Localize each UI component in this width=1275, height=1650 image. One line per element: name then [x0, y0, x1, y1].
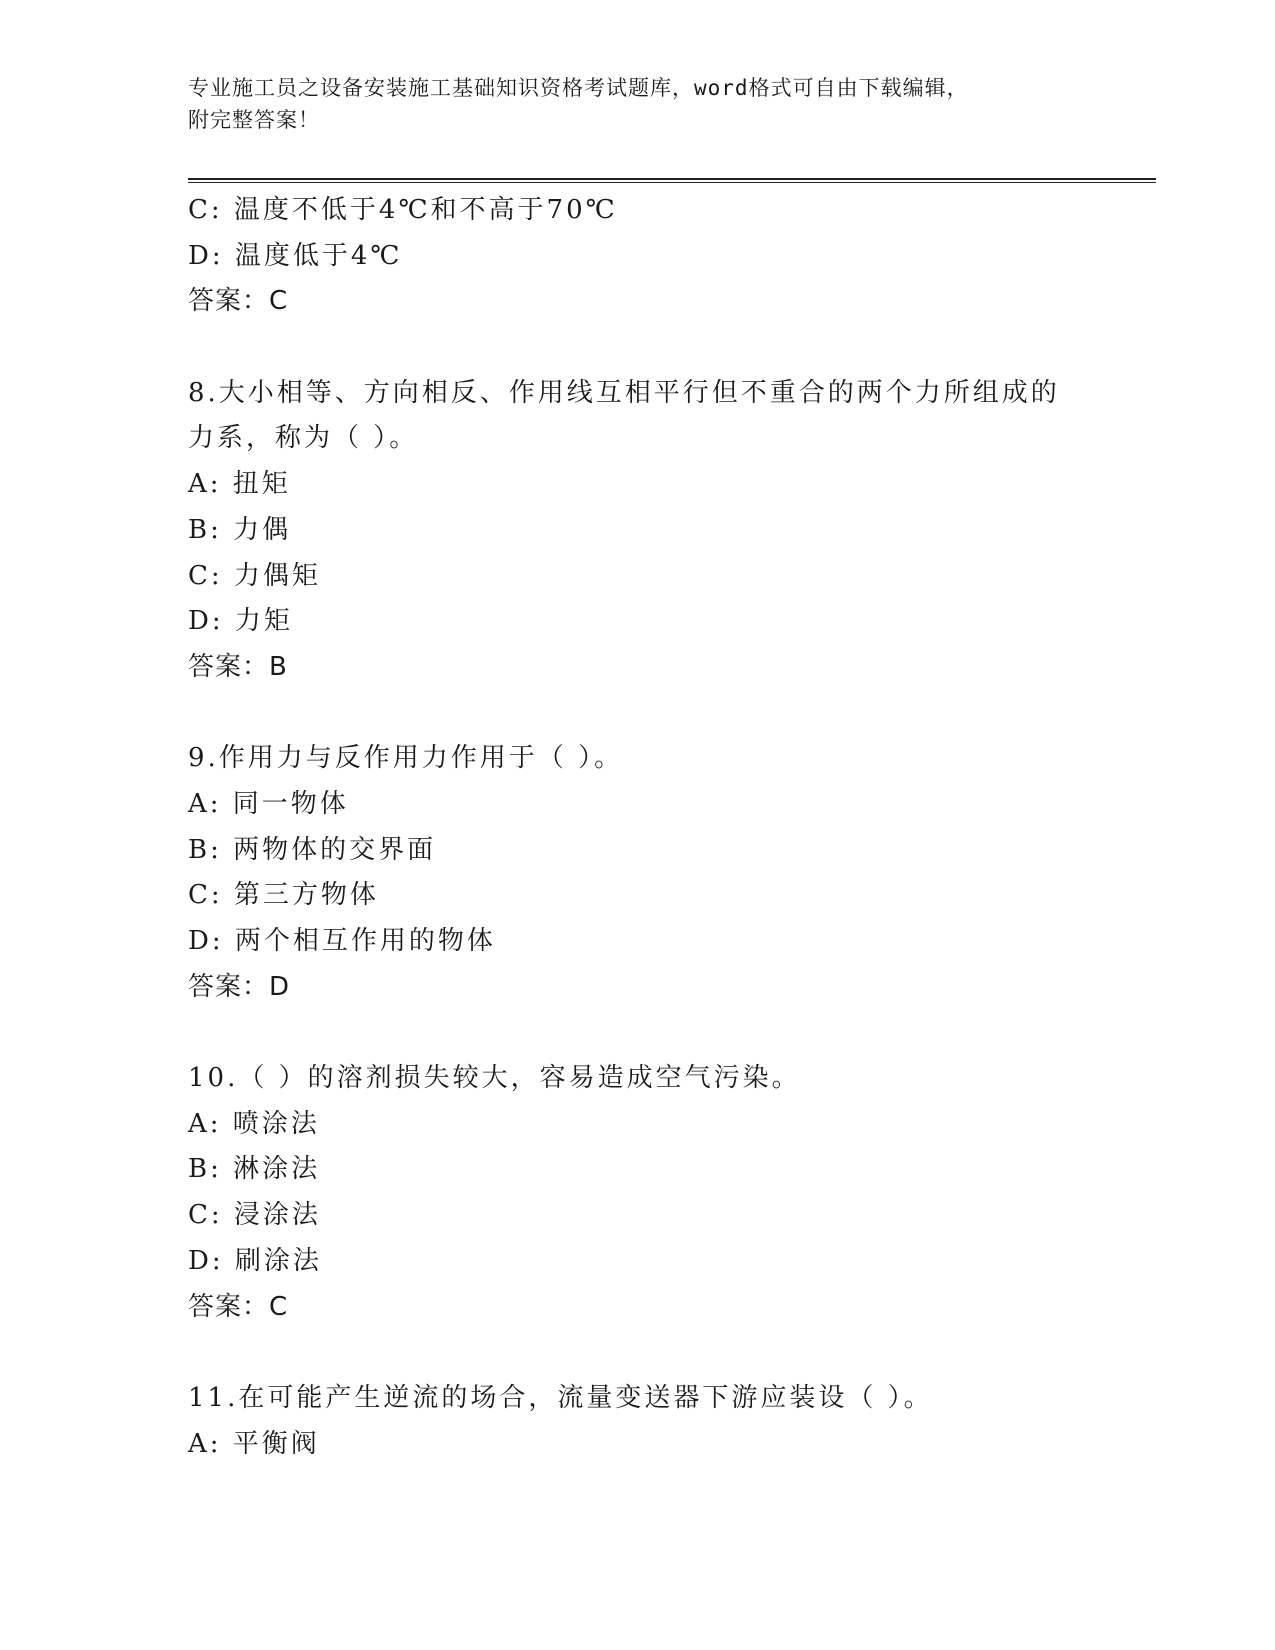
question-stem: 10.（ ）的溶剂损失较大，容易造成空气污染。: [188, 1063, 801, 1094]
question-stem: 8.大小相等、方向相反、作用线互相平行但不重合的两个力所组成的: [188, 377, 1060, 408]
option-c: C: 力偶矩: [188, 560, 321, 591]
answer-line: 答案：C: [188, 286, 289, 317]
question-7-continued: [188, 188, 1088, 325]
option-c: C: 浸涂法: [188, 1200, 321, 1231]
option-d: D: 温度低于4℃: [188, 240, 403, 271]
header-line-2: 附完整答案！: [188, 108, 320, 132]
option-b: B: 两物体的交界面: [188, 834, 437, 865]
answer-line: 答案：C: [188, 1291, 289, 1322]
option-c: C: 温度不低于4℃和不高于70℃: [188, 195, 618, 225]
option-d: D: 刷涂法: [188, 1245, 322, 1276]
question-stem-continued: 力系，称为（ ）。: [188, 423, 419, 454]
option-a: A: 喷涂法: [188, 1108, 320, 1139]
spacer: [188, 325, 1088, 371]
answer-line: 答案：B: [188, 651, 288, 682]
header-divider-thin: [188, 182, 1156, 183]
question-9: [188, 736, 1088, 1010]
spacer: [188, 1330, 1088, 1376]
option-c: C: 第三方物体: [188, 880, 379, 911]
spacer: [188, 1010, 1088, 1056]
question-list: [188, 188, 1088, 1467]
header-divider-thick: [188, 178, 1156, 180]
option-a: A: 同一物体: [188, 788, 349, 819]
option-d: D: 力矩: [188, 606, 293, 637]
answer-line: 答案：D: [188, 971, 291, 1002]
option-a: A: 平衡阀: [188, 1428, 320, 1459]
question-10: [188, 1056, 1088, 1330]
question-stem: 9.作用力与反作用力作用于（ ）。: [188, 743, 624, 774]
option-b: B: 力偶: [188, 514, 292, 545]
header-line-1: 专业施工员之设备安装施工基础知识资格考试题库，word格式可自由下载编辑，: [188, 76, 969, 100]
question-11: [188, 1376, 1088, 1467]
document-header: [188, 72, 1068, 136]
question-stem: 11.在可能产生逆流的场合，流量变送器下游应装设（ ）。: [188, 1382, 933, 1413]
option-d: D: 两个相互作用的物体: [188, 926, 496, 956]
option-b: B: 淋涂法: [188, 1154, 321, 1185]
question-8: [188, 371, 1088, 691]
option-a: A: 扭矩: [188, 469, 291, 500]
spacer: [188, 691, 1088, 737]
